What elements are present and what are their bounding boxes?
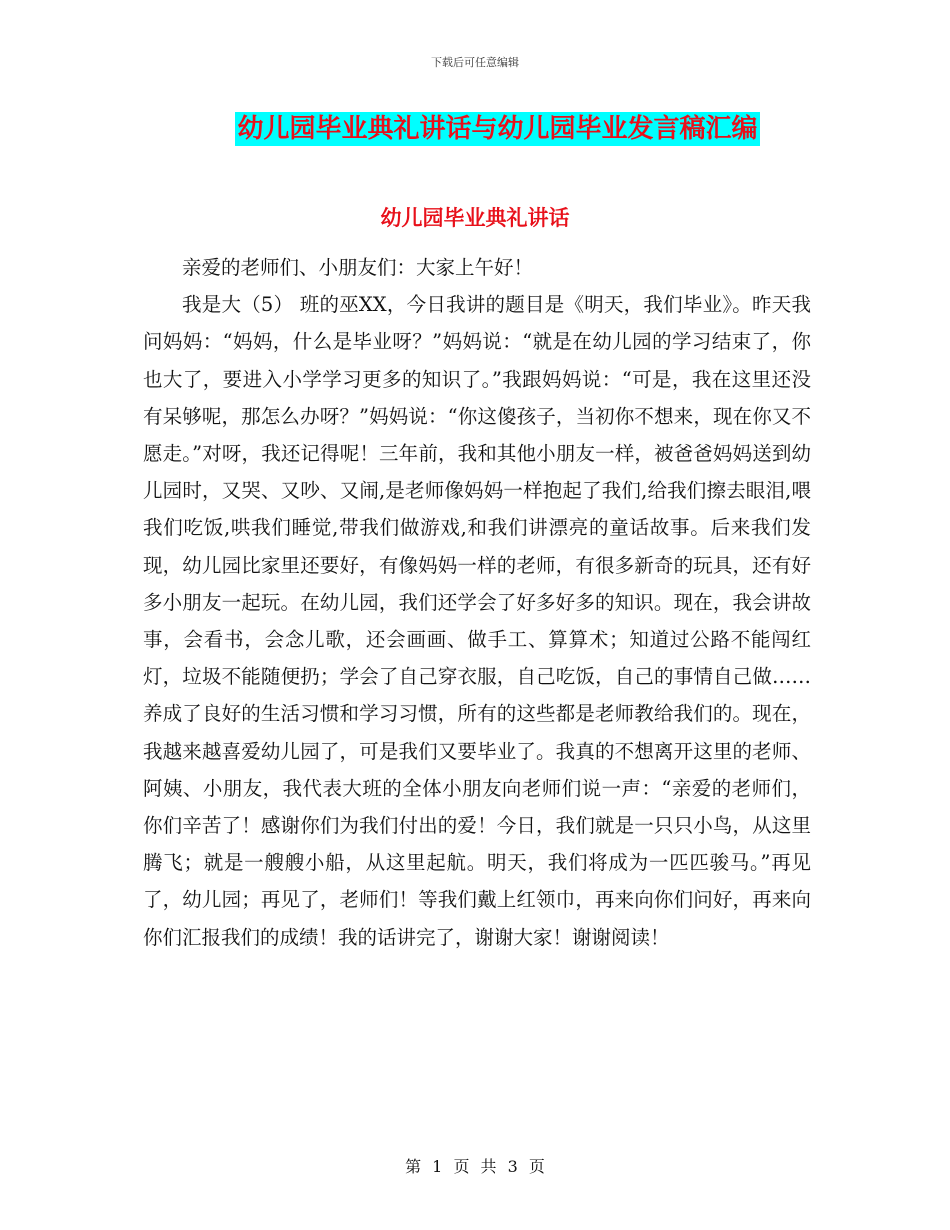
main-title-container <box>0 112 950 146</box>
section-title: 幼儿园毕业典礼讲话 <box>380 206 570 230</box>
speech-body <box>143 249 811 956</box>
main-title: 幼儿园毕业典礼讲话与幼儿园毕业发言稿汇编 <box>237 114 758 144</box>
page-footer: 第 1 页 共 3 页 <box>405 1157 545 1176</box>
greeting-paragraph: 亲爱的老师们、小朋友们：大家上午好！ <box>182 256 534 279</box>
header-note: 下载后可任意编辑 <box>431 56 519 69</box>
speech-paragraph: 我是大（5） 班的巫XX，今日我讲的题目是《明天，我们毕业》。昨天我问妈妈：“妈妈，什么是毕业呀？”妈妈说：“就是在幼儿园的学习结束了，你也大了，要进入小学学习更多的知识了。”我跟妈妈说：“可是，我在这里还没有呆够呢，那怎么办呀？”妈妈说：“你这傻孩子，当初你不想来，现在你又不愿走。”对呀，我还记得呢！三年前，我和其他小朋友一样，被爸爸妈妈送到幼儿园时，又哭、又吵、又闹,是老师像妈妈一样抱起了我们,给我们擦去眼泪,喂我们吃饭,哄我们睡觉,带我们做游戏,和我们讲漂亮的童话故事。后来我们发现，幼儿园比家里还要好，有像妈妈一样的老师，有很多新奇的玩具，还有好多小朋友一起玩。在幼儿园，我们还学会了好多好多的知识。现在，我会讲故事，会看书，会念儿歌，还会画画、做手工、算算术；知道过公路不能闯红灯，垃圾不能随便扔；学会了自己穿衣服，自己吃饭，自己的事情自己做……养成了良好的生活习惯和学习习惯，所有的这些都是老师教给我们的。现在，我越来越喜爱幼儿园了，可是我们又要毕业了。我真的不想离开这里的老师、阿姨、小朋友，我代表大班的全体小朋友向老师们说一声：“亲爱的老师们，你们辛苦了！感谢你们为我们付出的爱！今日，我们就是一只只小鸟，从这里腾飞；就是一艘艘小船，从这里起航。明天，我们将成为一匹匹骏马。”再见了，幼儿园；再见了，老师们！等我们戴上红领巾，再来向你们问好，再来向你们汇报我们的成绩！我的话讲完了，谢谢大家！谢谢阅读！ <box>143 293 811 949</box>
